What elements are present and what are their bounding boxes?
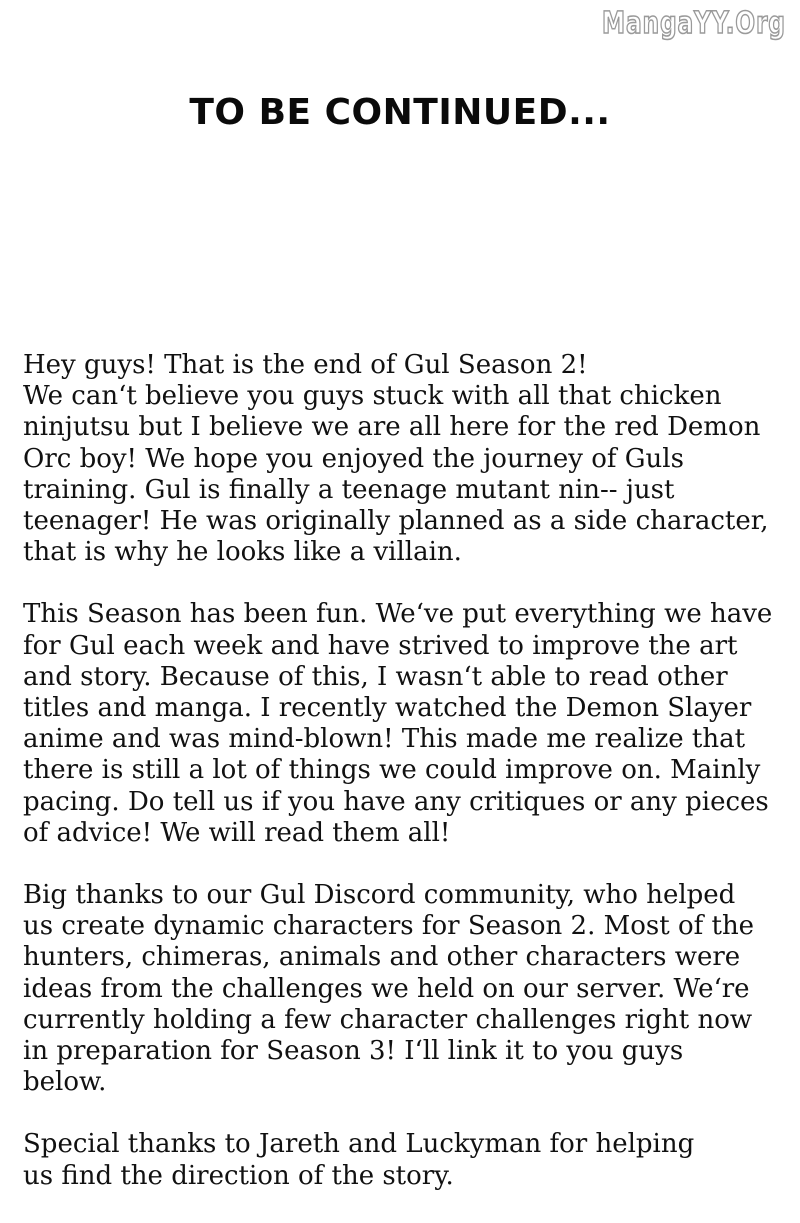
text-line: that is why he looks like a villain. — [23, 537, 462, 568]
text-line: in preparation for Season 3! Iʻll link it to you guys — [23, 1036, 684, 1067]
text-line: anime and was mind-blown! This made me realize that — [23, 724, 746, 755]
text-line: currently holding a few character challenges right now — [23, 1004, 753, 1035]
page-title: TO BE CONTINUED... — [189, 92, 611, 134]
text-line: there is still a lot of things we could improve on. Mainly — [23, 755, 761, 786]
text-line: pacing. Do tell us if you have any critiques or any pieces — [23, 786, 769, 817]
text-line: hunters, chimeras, animals and other characters were — [23, 942, 741, 973]
watermark-logo: MangaYY.Org — [602, 6, 786, 41]
text-line: ideas from the challenges we held on our server. Weʻre — [23, 973, 750, 1004]
text-line: Special thanks to Jareth and Luckyman for helping — [23, 1129, 695, 1160]
text-line: titles and manga. I recently watched the Demon Slayer — [23, 693, 752, 724]
text-line: ninjutsu but I believe we are all here for the red Demon — [23, 412, 761, 443]
text-line: us find the direction of the story. — [23, 1160, 454, 1191]
paragraph-season-end — [23, 350, 788, 568]
author-note — [23, 350, 788, 1223]
text-line: Orc boy! We hope you enjoyed the journey of Guls — [23, 443, 684, 474]
text-line: and story. Because of this, I wasnʻt able to read other — [23, 661, 728, 692]
text-line: This Season has been fun. Weʻve put everything we have — [23, 599, 773, 630]
paragraph-special-thanks — [23, 1129, 788, 1191]
text-line: for Gul each week and have strived to improve the art — [23, 630, 738, 661]
text-line: teenager! He was originally planned as a side character, — [23, 506, 769, 537]
text-line: We canʻt believe you guys stuck with all that chicken — [23, 381, 722, 412]
text-line: below. — [23, 1067, 107, 1098]
text-line: of advice! We will read them all! — [23, 817, 451, 848]
text-line: Hey guys! That is the end of Gul Season 2! — [23, 350, 588, 380]
text-line: training. Gul is finally a teenage mutant nin-- just — [23, 474, 675, 505]
text-line: Big thanks to our Gul Discord community, who helped — [23, 880, 736, 911]
text-line: us create dynamic characters for Season 2. Most of the — [23, 911, 755, 942]
paragraph-season-fun — [23, 599, 788, 849]
paragraph-discord-thanks — [23, 880, 788, 1098]
